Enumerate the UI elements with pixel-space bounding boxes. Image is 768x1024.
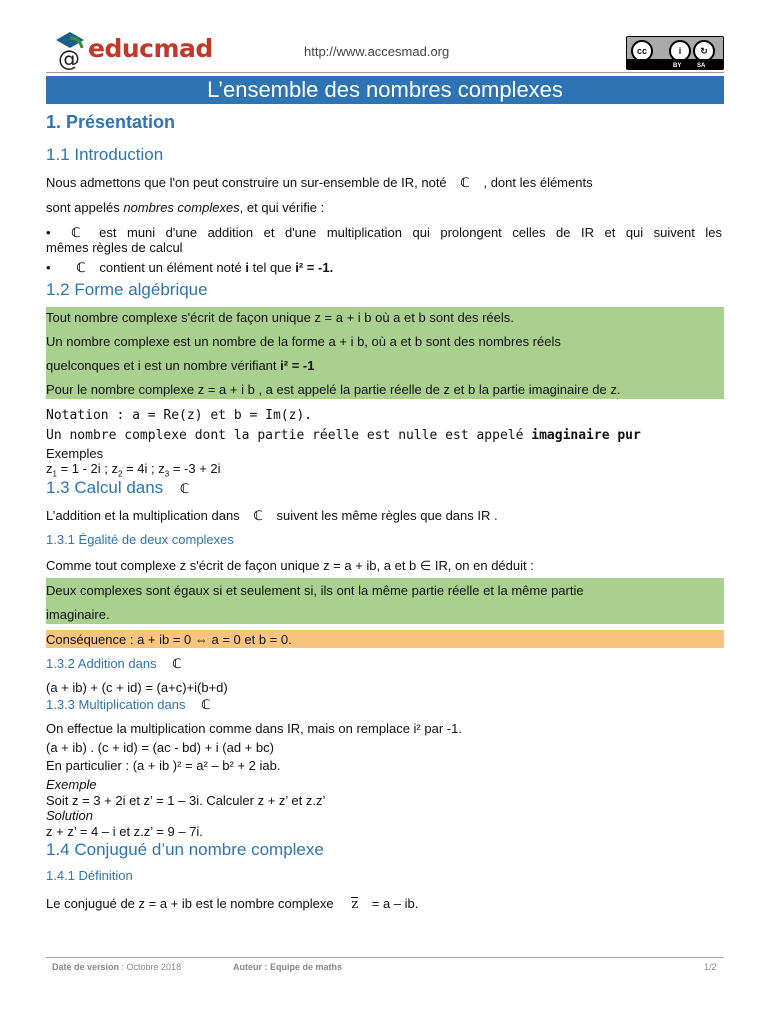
logo-text: educmad [88,34,213,63]
bullet-1-line-2: mêmes règles de calcul [46,240,183,255]
svg-text:@: @ [58,47,80,72]
footer-rule [46,957,724,958]
def-line-2: Un nombre complexe est un nombre de la forme a + i b, où a et b sont des nombres réels [46,334,561,349]
section-1-4-heading: 1.4 Conjugué d’un nombre complexe [46,840,324,859]
equality-box-line-1: Deux complexes sont égaux si et seulement si, ils ont la même partie réelle et la même partie [46,583,584,598]
bullet-2-text-b: tel que [248,260,296,275]
mult-line-1: On effectue la multiplication comme dans IR, mais on remplace i² par -1. [46,721,462,736]
bullet-1-text: est muni d'une addition et d'une multiplication qui prolongent celles de IR et qui suivent les [99,225,722,240]
ex-t2: = 4i ; z [122,461,165,476]
complex-set-symbol: ℂ [172,657,182,672]
section-1-heading: 1. Présentation [46,112,176,132]
pur-b: imaginaire pur [531,428,641,443]
section-1-1-heading: 1.1 Introduction [46,145,164,164]
intro-line-2 [46,200,324,215]
calc1-a: L’addition et la multiplication dans [46,508,240,523]
page-number: 1/2 [704,962,717,972]
license-sa: SA [697,63,706,69]
section-1-3-1-heading: 1.3.1 Égalité de deux complexes [46,532,234,547]
example-label: Exemple [46,777,97,792]
intro-text-b: , dont les éléments [483,175,593,190]
ex-z: z [46,461,53,476]
examples-label: Exemples [46,446,104,461]
logo-mortarboard-icon [54,28,90,72]
intro2-em: nombres complexes [123,200,240,215]
bullet-dot: • [46,225,51,240]
def-line-4: Pour le nombre complexe z = a + i b , a est appelé la partie réelle de z et b la partie imaginaire de z. [46,382,621,397]
solution-line: z + z’ = 4 – i et z.z’ = 9 – 7i. [46,824,203,839]
def3-a: quelconques et i est un nombre vérifiant [46,358,281,373]
h133-text: 1.3.3 Multiplication dans [46,697,186,712]
def-line-3 [46,358,314,373]
solution-label: Solution [46,808,93,823]
section-1-3-2-heading [46,656,182,672]
calc-line-1 [46,508,498,524]
equality-box-line-2: imaginaire. [46,607,110,622]
ex-t3: = -3 + 2i [169,461,221,476]
intro2-b: , et qui vérifie : [239,200,325,215]
bullet-2-eq: i² = -1. [295,260,334,275]
complex-set-symbol: ℂ [460,176,470,191]
bullet-dot: • [46,260,51,275]
example-line: Soit z = 3 + 2i et z’ = 1 – 3i. Calculer z + z’ et z.z’ [46,793,326,808]
bullet-2-text-a: contient un élément noté [99,260,246,275]
complex-set-symbol: ℂ [179,482,190,497]
header-rule [46,72,724,73]
intro2-a: sont appelés [46,200,124,215]
conj-a: Le conjugué de z = a + ib est le nombre complexe [46,896,334,911]
addition-formula: (a + ib) + (c + id) = (a+c)+i(b+d) [46,680,228,695]
by-person-icon: i [669,40,691,62]
ex-sub1: 1 [52,469,57,479]
examples-line [46,461,221,479]
section-1-3-3-heading [46,697,211,713]
complex-set-symbol: ℂ [253,509,263,524]
license-by: BY [673,63,682,69]
site-url[interactable]: http://www.accesmad.org [304,44,450,59]
bullet-1-line-1 [46,225,722,241]
bullet-2-i: i [245,260,249,275]
page-title: L’ensemble des nombres complexes [46,76,724,104]
complex-set-symbol: ℂ [76,261,86,276]
section-1-3-heading [46,478,189,498]
imaginary-pure-line [46,428,641,443]
sa-share-icon: ↻ [693,40,715,62]
complex-set-symbol: ℂ [71,226,81,241]
consequence-line: Conséquence : a + ib = 0 ⇔ a = 0 et b = 0. [46,632,292,647]
def-line-1: Tout nombre complexe s'écrit de façon unique z = a + i b où a et b sont des réels. [46,310,514,325]
def3-b: i² = -1 [280,358,315,373]
footer-author: Auteur : Equipe de maths [233,962,343,972]
intro-line-1 [46,175,593,191]
footer-date-label: Date de version [52,962,120,972]
section-1-2-heading: 1.2 Forme algébrique [46,280,208,299]
notation-line: Notation : a = Re(z) et b = Im(z). [46,408,313,423]
h132-text: 1.3.2 Addition dans [46,656,157,671]
footer-date [52,962,181,972]
mult-line-3: En particulier : (a + ib )² = a² – b² + 2 iab. [46,758,281,773]
z-bar: z [351,897,359,912]
mult-line-2: (a + ib) . (c + id) = (ac - bd) + i (ad + bc) [46,740,274,755]
bullet-2 [46,260,333,276]
conj-b: = a – ib. [371,896,419,911]
ex-sub2: 2 [118,469,123,479]
ex-t1: = 1 - 2i ; z [56,461,119,476]
intro-text-a: Nous admettons que l'on peut construire un sur-ensemble de IR, noté [46,175,447,190]
complex-set-symbol: ℂ [201,698,211,713]
section-1-3-text: 1.3 Calcul dans [46,478,164,497]
footer-date-value: : Octobre 2018 [119,962,182,972]
calc1-b: suivent les même règles que dans IR . [276,508,498,523]
ex-sub3: 3 [164,469,170,479]
equality-line: Comme tout complexe z s'écrit de façon unique z = a + ib, a et b ∈ IR, on en déduit : [46,558,534,573]
cc-license-badge[interactable] [626,36,724,70]
conjugate-line [46,896,418,911]
pur-a: Un nombre complexe dont la partie réelle est nulle est appelé [46,428,532,443]
section-1-4-1-heading: 1.4.1 Définition [46,868,133,883]
cc-icon: cc [631,40,653,62]
educmad-logo [54,28,213,72]
